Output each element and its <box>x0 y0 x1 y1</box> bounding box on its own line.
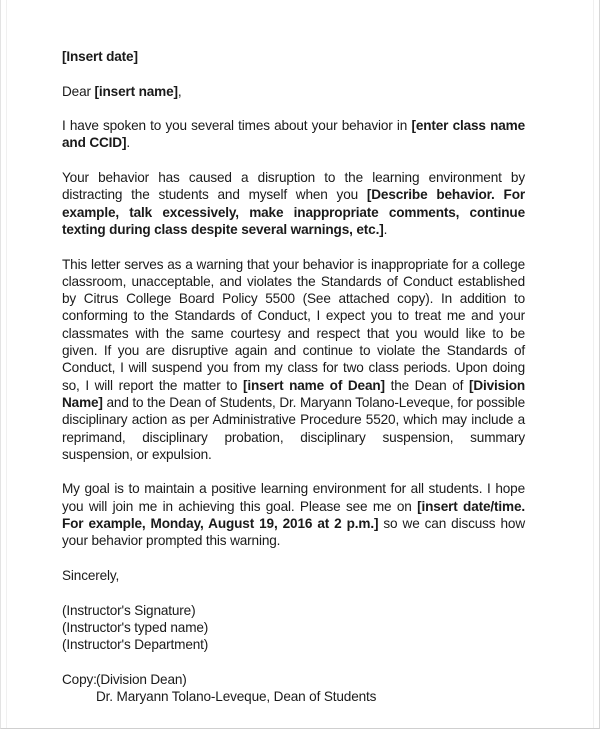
salutation <box>62 83 525 100</box>
paragraph-text: My goal is to maintain a positive learning environment for all students. I hope you will join me in achieving this goal. Please see me on <box>62 481 525 514</box>
typed-name-line: (Instructor's typed name) <box>62 619 209 635</box>
warning-letter <box>62 48 525 705</box>
paragraph-text: I have spoken to you several times about your behavior in <box>62 118 412 134</box>
division-name-placeholder: [Division Name] <box>62 377 526 410</box>
paragraph-text: so we can discuss how your behavior prompted this warning. <box>62 516 525 549</box>
paragraph-warning <box>62 256 525 464</box>
paragraph-text: This letter serves as a warning that your behavior is inappropriate for a college classroom, unacceptable, and violates the Standards of Conduct established by Citrus College Board Policy 5500 (See attached copy). In addition to conforming to the Standards of Conduct, I expect you to treat me and your classmates with the same courtesy and respect that you would like to be given. If you are disruptive again and continue to violate the Standards of Conduct, I will suspend you from my class for two class periods. Upon doing so, I will report the matter to <box>62 256 525 393</box>
signature-block <box>62 602 525 654</box>
date-placeholder: [Insert date] <box>62 49 138 64</box>
paragraph-text: Your behavior has caused a disruption to the learning environment by distracting the students and myself when you <box>62 170 525 203</box>
page-margin-rule-left <box>6 0 7 728</box>
class-name-placeholder: [enter class name and CCID] <box>62 118 525 151</box>
copy-row <box>62 671 525 688</box>
copy-recipient-division-dean: (Division Dean) <box>96 671 187 687</box>
copy-recipient-dean-of-students: Dr. Maryann Tolano-Leveque, Dean of Students <box>96 688 377 704</box>
copy-block <box>62 671 525 706</box>
meeting-datetime-placeholder: [insert date/time. For example, Monday, August 19, 2016 at 2 p.m.] <box>62 498 526 532</box>
paragraph-text: the Dean of <box>384 377 469 393</box>
recipient-name-placeholder: [insert name] <box>94 83 178 99</box>
department-line: (Instructor's Department) <box>62 637 209 653</box>
signature-line: (Instructor's Signature) <box>62 602 196 618</box>
copy-label: Copy: <box>62 671 97 687</box>
paragraph-prior-discussion <box>62 117 525 152</box>
paragraph-meeting-request <box>62 480 525 549</box>
paragraph-behavior-description <box>62 169 525 238</box>
paragraph-suffix: . <box>126 135 130 151</box>
dean-name-placeholder: [insert name of Dean] <box>242 377 385 393</box>
behavior-placeholder: [Describe behavior. For example, talk excessively, make inappropriate comments, continue texting during class despite several warnings, etc.] <box>62 187 525 237</box>
closing: Sincerely, <box>62 567 120 583</box>
paragraph-suffix: . <box>383 221 388 237</box>
paragraph-text: and to the Dean of Students, Dr. Maryann Tolano-Leveque, for possible disciplinary action as per Administrative Procedure 5520, which may include a reprimand, disciplinary probation, disciplinary suspension, summary suspension, or expulsion. <box>62 394 525 462</box>
page-margin-rule-right <box>593 0 594 728</box>
salutation-prefix: Dear <box>62 83 95 99</box>
salutation-suffix: , <box>177 83 182 99</box>
